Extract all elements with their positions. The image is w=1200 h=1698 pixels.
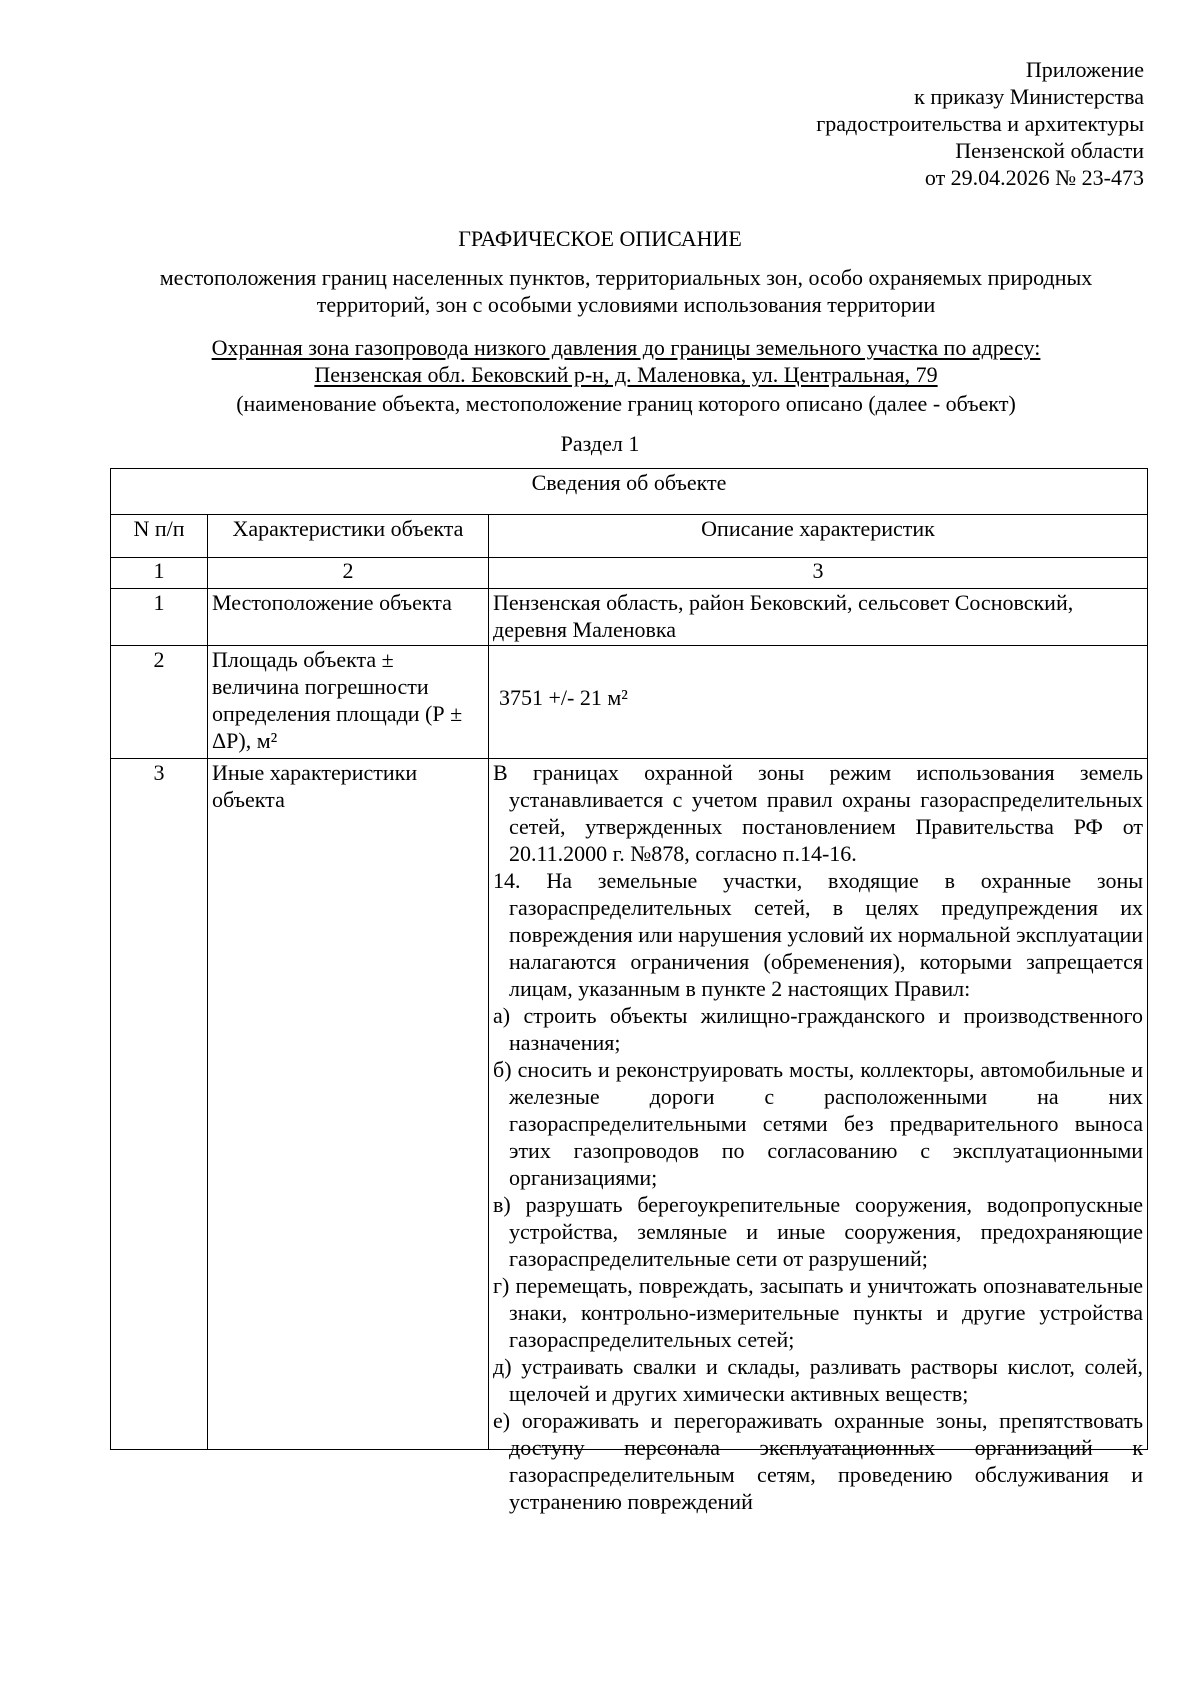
table-row <box>111 589 1148 646</box>
table-row <box>111 646 1148 759</box>
appendix-line: к приказу Министерства <box>914 84 1144 109</box>
column-number-row <box>111 558 1148 589</box>
header-cell-characteristic: Характеристики объекта <box>208 515 489 558</box>
subtitle-line: местоположения границ населенных пунктов, территориальных зон, особо охраняемых природных <box>159 265 1093 290</box>
description-paragraph: В границах охранной зоны режим использования земель устанавливается с учетом правил охраны газораспределительных сетей, утвержденных постановлением Правительства РФ от 20.11.2000 г. №878, согласно п.14-16. <box>493 760 1144 866</box>
row-description-cell <box>489 759 1148 1514</box>
appendix-line: Пензенской области <box>955 138 1144 163</box>
section-label: Раздел 1 <box>560 431 640 456</box>
object-name-line: Охранная зона газопровода низкого давления до границы земельного участка по адресу: <box>211 335 1041 360</box>
row-number: 1 <box>111 589 208 646</box>
subtitle-line: территорий, зон с особыми условиями использования территории <box>316 292 936 317</box>
object-info-table <box>110 468 1148 1514</box>
row-description-cell <box>489 646 1148 759</box>
column-number: 2 <box>208 558 489 589</box>
table-caption: Сведения об объекте <box>111 469 1148 515</box>
description-paragraph: е) огораживать и перегораживать охранные зоны, препятствовать доступу персонала эксплуатационных организаций к газораспределительным сетям, проведению обслуживания и устранению повреждений <box>493 1408 1144 1514</box>
appendix-line: градостроительства и архитектуры <box>816 111 1144 136</box>
description-paragraph: б) сносить и реконструировать мосты, коллекторы, автомобильные и железные дороги с расположенными на них газораспределительными сетями без предварительного выноса этих газопроводов по согласованию с эксплуатационными организациями; <box>493 1057 1144 1190</box>
document-title: ГРАФИЧЕСКОЕ ОПИСАНИЕ <box>458 226 742 251</box>
object-address-line: Пензенская обл. Бековский р-н, д. Маленовка, ул. Центральная, 79 <box>314 362 938 387</box>
row-characteristic: Местоположение объекта <box>208 589 489 646</box>
table-header-row <box>111 515 1148 558</box>
header-cell-description: Описание характеристик <box>489 515 1148 558</box>
description-paragraph: 14. На земельные участки, входящие в охранные зоны газораспределительных сетей, в целях предупреждения их повреждения или нарушения условий их нормальной эксплуатации налагаются ограничения (обременения), которыми запрещается лицам, указанным в пункте 2 настоящих Правил: <box>493 868 1144 1001</box>
column-number: 3 <box>489 558 1148 589</box>
appendix-line: Приложение <box>1025 57 1144 82</box>
object-name <box>110 334 1142 388</box>
description-paragraph: а) строить объекты жилищно-гражданского и производственного назначения; <box>493 1003 1144 1055</box>
appendix-date-number: от 29.04.2026 № 23-473 <box>924 165 1144 190</box>
description-list <box>493 759 1144 1514</box>
column-number: 1 <box>111 558 208 589</box>
row-characteristic: Иные характеристики объекта <box>208 759 489 1450</box>
row-characteristic: Площадь объекта ± величина погрешности определения площади (Р ± ΔР), м² <box>208 646 489 759</box>
description-paragraph: в) разрушать берегоукрепительные сооружения, водопропускные устройства, земляные и иные сооружения, предохраняющие газораспределительные сети от разрушений; <box>493 1192 1144 1271</box>
description-paragraph: д) устраивать свалки и склады, разливать растворы кислот, солей, щелочей и других химически активных веществ; <box>493 1354 1144 1406</box>
table-caption-row <box>111 469 1148 515</box>
table-row <box>111 759 1148 1450</box>
area-value: 3751 +/- 21 м² <box>499 685 628 710</box>
row-number: 2 <box>111 646 208 759</box>
appendix-header <box>544 56 1144 191</box>
description-paragraph: г) перемещать, повреждать, засыпать и уничтожать опознавательные знаки, контрольно-измерительные пункты и другие устройства газораспределительных сетей; <box>493 1273 1144 1352</box>
row-description: Пензенская область, район Бековский, сельсовет Сосновский, деревня Маленовка <box>489 589 1148 646</box>
document-subtitle <box>110 264 1142 318</box>
row-number: 3 <box>111 759 208 1450</box>
header-cell-number: N п/п <box>111 515 208 558</box>
object-caption: (наименование объекта, местоположение границ которого описано (далее - объект) <box>236 391 1016 416</box>
